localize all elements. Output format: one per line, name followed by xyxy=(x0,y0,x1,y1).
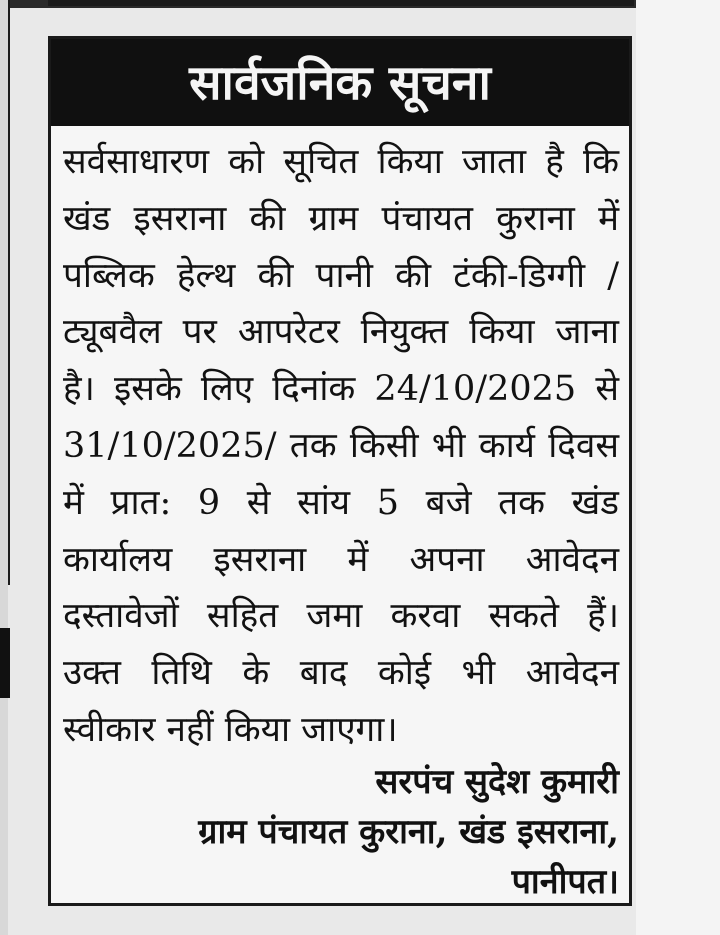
notice-body-line: 31/10/2025/ तक किसी भी कार्य दिवस xyxy=(63,425,619,466)
notice-body-line: खंड इसराना की ग्राम पंचायत कुराना में xyxy=(63,198,619,239)
notice-body-line: ट्यूबवैल पर आपरेटर नियुक्त किया जाना xyxy=(63,312,619,353)
notice-title-bar xyxy=(51,39,629,126)
signatory-name: सरपंच सुदेश कुमारी xyxy=(375,762,619,802)
notice-body-line: दस्तावेजों सहित जमा करवा सकते हैं। xyxy=(63,596,619,637)
left-column-rule xyxy=(8,0,10,585)
public-notice-box xyxy=(48,36,632,906)
notice-body-line-last: स्वीकार नहीं किया जाएगा। xyxy=(63,709,398,750)
notice-body-line: पब्लिक हेल्थ की पानी की टंकी-डिग्गी / xyxy=(63,255,619,296)
signatory-address-line-2: पानीपत। xyxy=(511,862,619,902)
notice-body xyxy=(51,134,629,759)
notice-body-line: है। इसके लिए दिनांक 24/10/2025 से xyxy=(63,369,619,410)
left-column-black-block xyxy=(0,628,10,698)
left-margin xyxy=(0,0,8,935)
notice-body-line: उक्त तिथि के बाद कोई भी आवेदन xyxy=(63,653,619,694)
signatory-address-line-1: ग्राम पंचायत कुराना, खंड इसराना, xyxy=(198,812,619,852)
top-rule xyxy=(48,0,634,6)
notice-body-line: कार्यालय इसराना में अपना आवेदन xyxy=(63,539,619,580)
notice-title: सार्वजनिक सूचना xyxy=(189,54,491,111)
notice-signature xyxy=(51,757,629,907)
right-margin xyxy=(636,0,720,935)
notice-body-line: सर्वसाधारण को सूचित किया जाता है कि xyxy=(63,142,619,182)
notice-body-line: में प्रात: 9 से सांय 5 बजे तक खंड xyxy=(63,482,619,523)
